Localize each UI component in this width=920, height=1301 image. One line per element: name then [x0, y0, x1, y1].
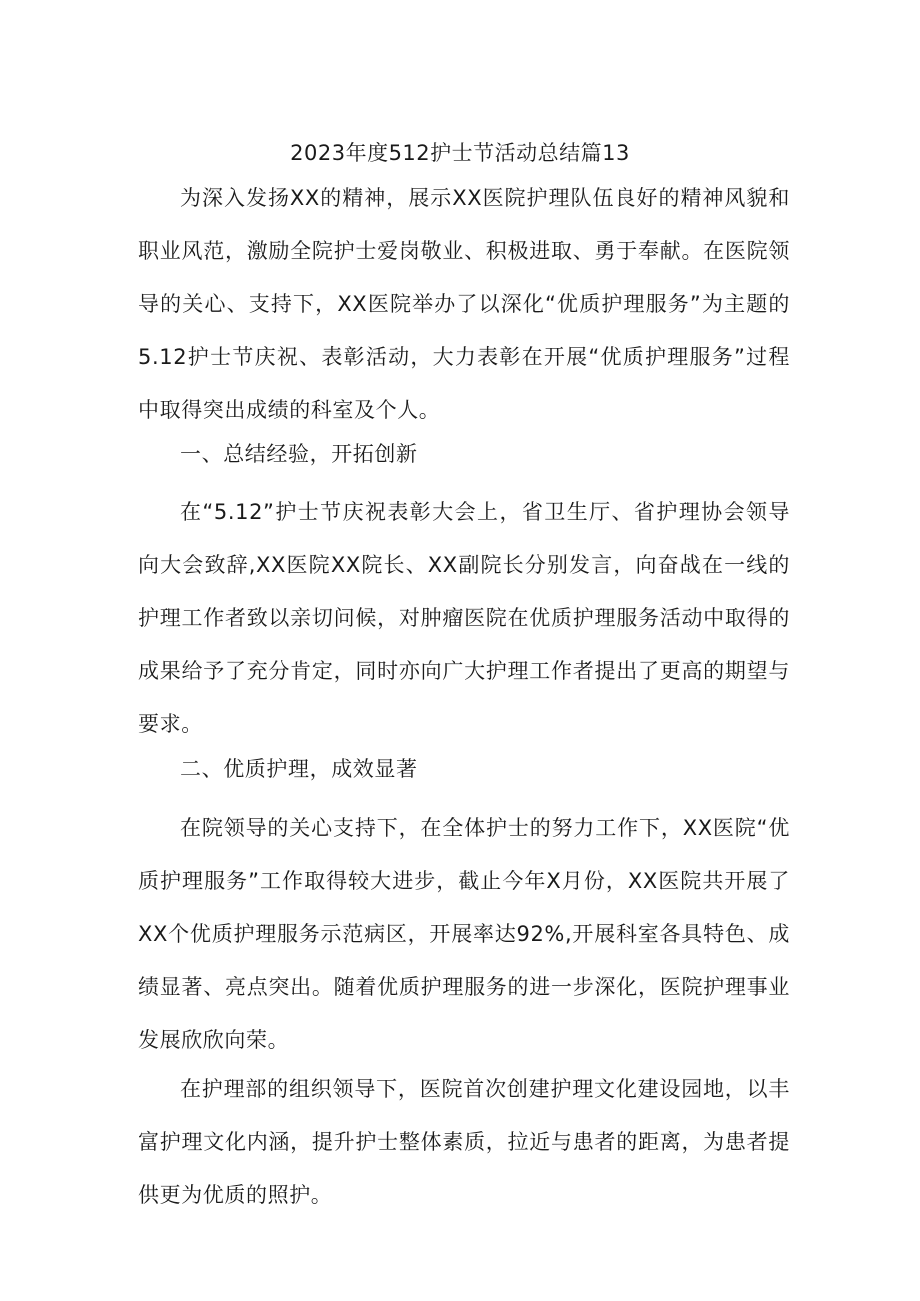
section-2-paragraph-2: 在护理部的组织领导下，医院首次创建护理文化建设园地，以丰富护理文化内涵，提升护士整体素质，拉近与患者的距离，为患者提供更为优质的照护。 [138, 1077, 790, 1207]
section-2-paragraph-1: 在院领导的关心支持下，在全体护士的努力工作下，XX医院“优质护理服务”工作取得较大进步，截止今年X月份，XX医院共开展了XX个优质护理服务示范病区，开展率达92%,开展科室各具特色、成绩显著、亮点突出。随着优质护理服务的进一步深化，医院护理事业发展欣欣向荣。 [138, 816, 790, 1052]
section-2-heading: 二、优质护理，成效显著 [180, 757, 418, 781]
document-title: 2023年度512护士节活动总结篇13 [290, 141, 630, 165]
section-1-paragraph: 在“5.12”护士节庆祝表彰大会上，省卫生厅、省护理协会领导向大会致辞,XX医院XX院长、XX副院长分别发言，向奋战在一线的护理工作者致以亲切问候，对肿瘤医院在优质护理服务活动中取得的成果给予了充分肯定，同时亦向广大护理工作者提出了更高的期望与要求。 [138, 500, 790, 736]
section-1-heading: 一、总结经验，开拓创新 [180, 442, 418, 466]
intro-paragraph: 为深入发扬XX的精神，展示XX医院护理队伍良好的精神风貌和职业风范，激励全院护士爱岗敬业、积极进取、勇于奉献。在医院领导的关心、支持下，XX医院举办了以深化“优质护理服务”为主题的5.12护士节庆祝、表彰活动，大力表彰在开展“优质护理服务”过程中取得突出成绩的科室及个人。 [138, 186, 790, 422]
